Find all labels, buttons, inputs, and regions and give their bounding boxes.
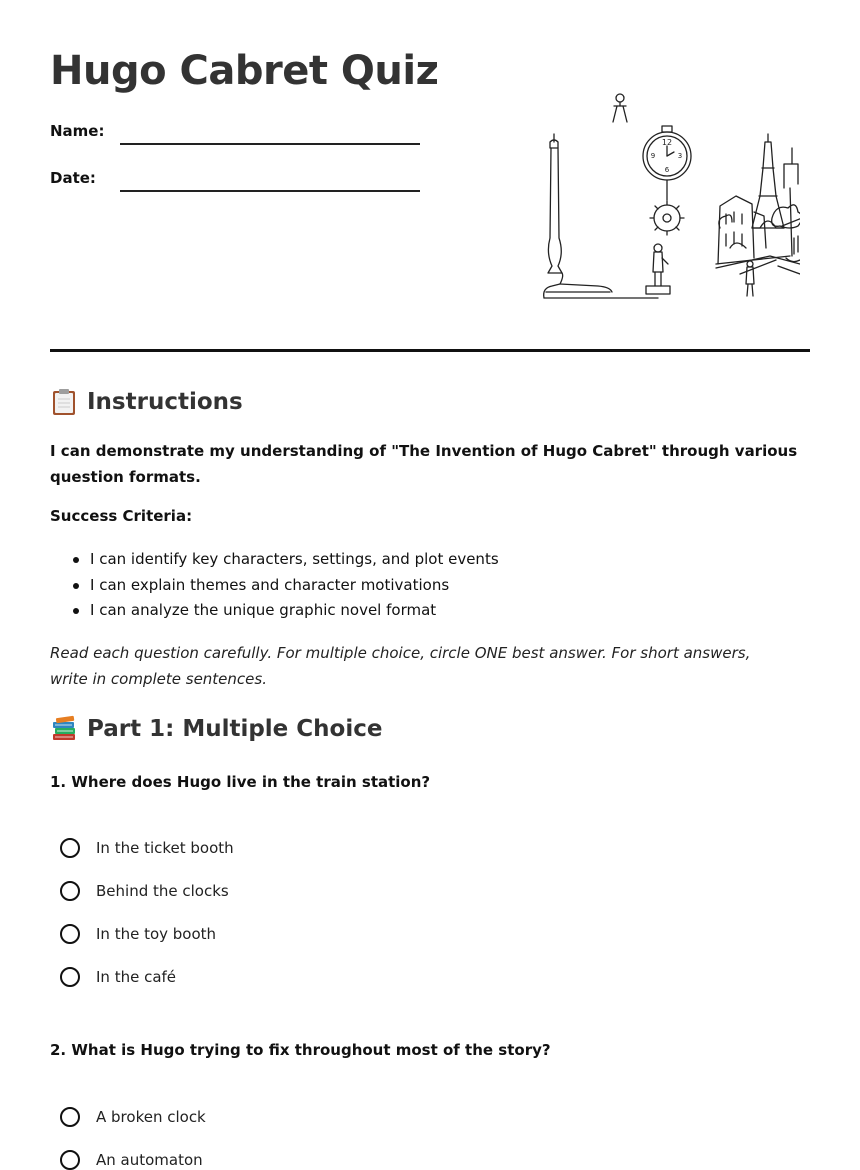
q1-option-c-label: In the toy booth (96, 925, 217, 943)
hugo-cabret-illustration (540, 88, 800, 304)
street-buildings-right (782, 148, 800, 262)
clock-figure (643, 126, 691, 200)
date-label: Date: (50, 169, 96, 187)
criteria-item (50, 573, 499, 599)
part1-heading (50, 715, 382, 743)
walking-figure (746, 261, 754, 296)
header-divider (50, 349, 810, 352)
bullet-icon (73, 557, 79, 563)
radio-circle-icon[interactable] (60, 838, 80, 858)
eiffel-tower (752, 134, 784, 228)
q2-option-b-label: An automaton (96, 1151, 203, 1169)
bullet-icon (73, 608, 79, 614)
q1-option-a[interactable] (60, 838, 234, 858)
criteria-item (50, 547, 499, 573)
learning-target: I can demonstrate my understanding of "The Invention of Hugo Cabret" through various question formats. (50, 442, 798, 486)
criteria-item-text: I can explain themes and character motivations (90, 575, 450, 594)
compass-figure (613, 94, 627, 122)
question-2: 2. What is Hugo trying to fix throughout most of the story? (50, 1041, 551, 1059)
success-criteria-title: Success Criteria: (50, 507, 193, 525)
lamp-post (544, 134, 658, 298)
question-1: 1. Where does Hugo live in the train station? (50, 773, 431, 791)
books-icon (50, 715, 78, 743)
criteria-item-text: I can analyze the unique graphic novel format (90, 601, 437, 619)
part1-heading-text: Part 1: Multiple Choice (87, 716, 383, 742)
radio-circle-icon[interactable] (60, 1107, 80, 1127)
date-field[interactable] (120, 190, 420, 192)
radio-circle-icon[interactable] (60, 1150, 80, 1170)
bullet-icon (73, 583, 79, 589)
q1-option-b-label: Behind the clocks (96, 882, 229, 900)
radio-circle-icon[interactable] (60, 881, 80, 901)
q1-option-d-label: In the café (96, 968, 177, 986)
q1-option-c[interactable] (60, 924, 216, 944)
instructions-heading (50, 388, 243, 416)
svg-text:12: 12 (661, 138, 673, 147)
q2-option-a[interactable] (60, 1107, 206, 1127)
q1-option-b[interactable] (60, 881, 229, 901)
radio-circle-icon[interactable] (60, 967, 80, 987)
name-field[interactable] (120, 143, 420, 145)
instructions-heading-text: Instructions (87, 389, 243, 415)
q1-option-a-label: In the ticket booth (96, 839, 234, 857)
clipboard-icon (50, 388, 78, 416)
name-label: Name: (50, 122, 105, 140)
q2-option-a-label: A broken clock (96, 1108, 206, 1126)
instructions-note: Read each question carefully. For multiple choice, circle ONE best answer. For short answers, write in complete sentences. (50, 644, 751, 688)
svg-text:3: 3 (677, 152, 683, 160)
criteria-item-text: I can identify key characters, settings, and plot events (90, 550, 499, 568)
success-criteria-list (50, 547, 499, 624)
svg-text:6: 6 (664, 166, 670, 174)
q2-option-b[interactable] (60, 1150, 203, 1170)
criteria-item (50, 598, 499, 624)
svg-text:9: 9 (650, 152, 656, 160)
radio-circle-icon[interactable] (60, 924, 80, 944)
boy-figure (646, 244, 670, 294)
gear-figure (650, 201, 684, 235)
trees (719, 205, 800, 228)
q1-option-d[interactable] (60, 967, 176, 987)
page-title: Hugo Cabret Quiz (50, 48, 439, 94)
